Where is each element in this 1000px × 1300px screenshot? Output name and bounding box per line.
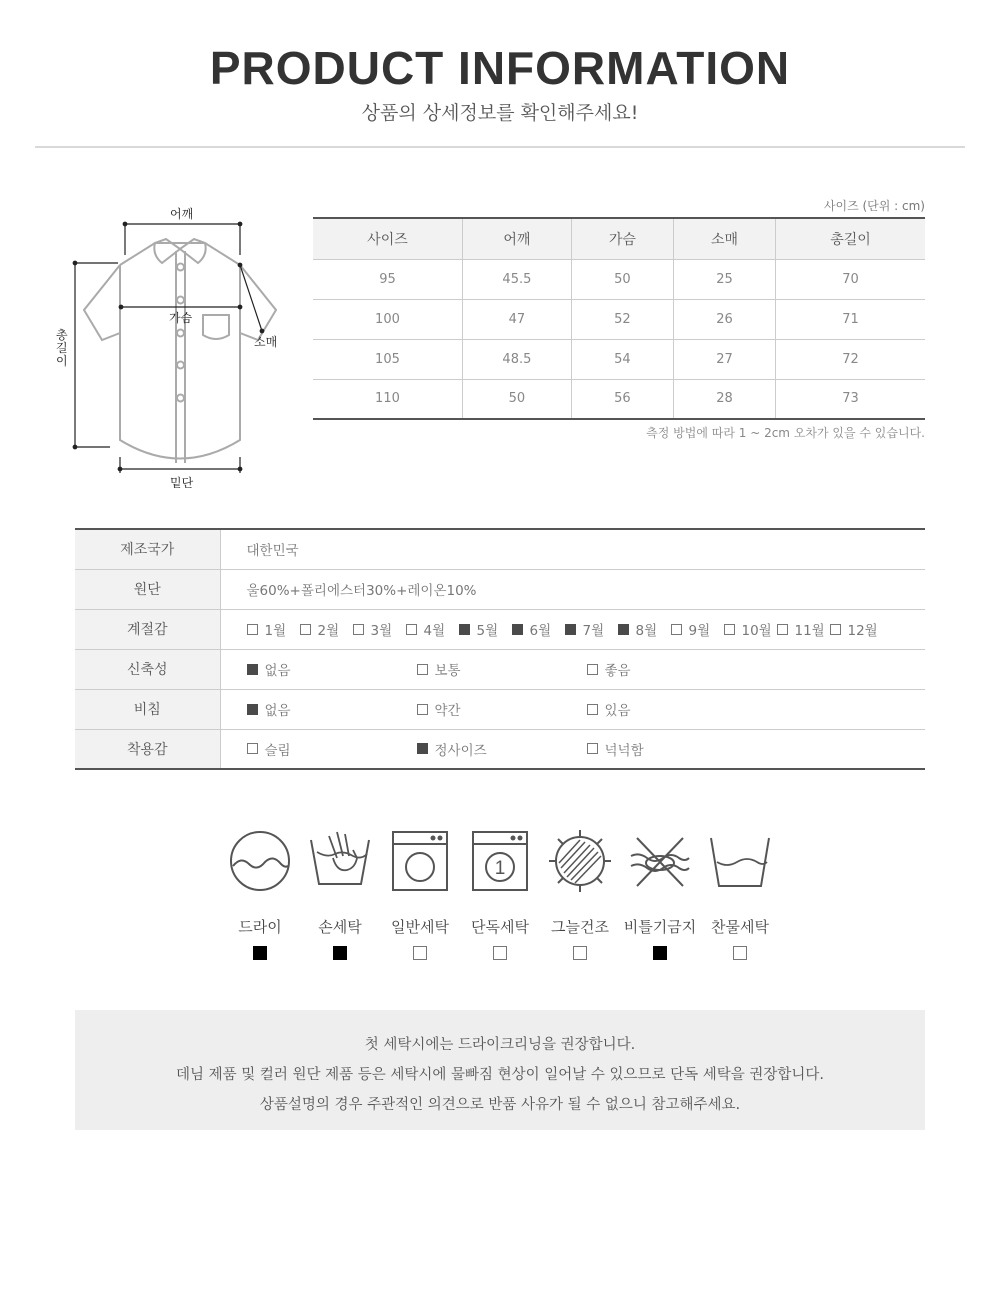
wash-checkbox (733, 946, 747, 960)
info-value-country: 대한민국 (220, 529, 925, 569)
option-label: 4월 (423, 623, 446, 639)
size-cell: 28 (673, 379, 775, 419)
wash-label: 일반세탁 (391, 918, 449, 936)
option-label: 11월 (794, 623, 825, 639)
notice-line: 상품설명의 경우 주관적인 의견으로 반품 사유가 될 수 없으니 참고해주세요. (259, 1097, 741, 1113)
info-row-sheer (75, 689, 925, 729)
wash-label: 드라이 (238, 918, 282, 936)
info-row-stretch (75, 649, 925, 689)
unchecked-checkbox (417, 704, 428, 715)
checked-checkbox (247, 664, 258, 675)
option-item (247, 699, 417, 719)
option-item (587, 699, 757, 719)
option-item (830, 619, 883, 639)
size-cell: 71 (776, 299, 925, 339)
option-item (300, 619, 353, 639)
hand-wash-icon (307, 828, 373, 894)
info-row-season (75, 609, 925, 649)
unchecked-checkbox (777, 624, 788, 635)
option-label: 2월 (317, 623, 340, 639)
unchecked-checkbox (406, 624, 417, 635)
unchecked-checkbox (587, 704, 598, 715)
unchecked-checkbox (587, 664, 598, 675)
option-label: 9월 (688, 623, 711, 639)
option-label: 5월 (476, 623, 499, 639)
info-label: 착용감 (75, 729, 220, 769)
separate-wash-icon (467, 828, 533, 894)
page-subtitle: 상품의 상세정보를 확인해주세요! (361, 102, 639, 124)
size-cell: 70 (776, 259, 925, 299)
shirt-illustration (40, 195, 300, 505)
info-label: 신축성 (75, 649, 220, 689)
size-cell: 48.5 (462, 339, 571, 379)
size-table-row (313, 379, 925, 419)
no-wring-icon (627, 828, 693, 894)
info-label: 제조국가 (75, 529, 220, 569)
notice-line: 데님 제품 및 컬러 원단 제품 등은 세탁시에 물빠짐 현상이 일어날 수 있으므로 단독 세탁을 권장합니다. (175, 1067, 825, 1083)
page-title: PRODUCT INFORMATION (209, 42, 791, 94)
option-label: 좋음 (604, 663, 631, 679)
size-cell: 56 (571, 379, 673, 419)
wash-item-no-wring (620, 828, 700, 960)
info-row-country (75, 529, 925, 569)
checked-checkbox (417, 743, 428, 754)
size-cell: 50 (571, 259, 673, 299)
sleeve-label: 소매 (254, 335, 278, 349)
checked-checkbox (565, 624, 576, 635)
option-item (724, 619, 777, 639)
option-item (618, 619, 671, 639)
length-label: 총길이 (56, 328, 68, 368)
size-table-row (313, 339, 925, 379)
option-label: 정사이즈 (434, 742, 487, 759)
wash-checkbox (653, 946, 667, 960)
info-row-fabric (75, 569, 925, 609)
checked-checkbox (459, 624, 470, 635)
wash-checkbox (333, 946, 347, 960)
size-cell: 25 (673, 259, 775, 299)
size-table-header: 총길이 (776, 218, 925, 259)
wash-item-hand (300, 828, 380, 960)
sheer-options (220, 689, 925, 729)
unchecked-checkbox (671, 624, 682, 635)
wash-care-section (220, 828, 780, 968)
svg-text:1: 1 (494, 858, 506, 879)
page-header (0, 40, 1000, 125)
chest-label: 가슴 (169, 311, 193, 325)
size-cell: 52 (571, 299, 673, 339)
option-label: 6월 (529, 623, 552, 639)
option-item (247, 739, 417, 759)
size-cell: 73 (776, 379, 925, 419)
header-divider (35, 146, 965, 148)
option-label: 넉넉함 (604, 742, 644, 759)
option-item (417, 699, 587, 719)
size-cell: 54 (571, 339, 673, 379)
size-unit-label: 사이즈 (단위 : cm) (823, 199, 925, 213)
option-item (417, 659, 587, 679)
option-label: 1월 (264, 623, 287, 639)
option-item (565, 619, 618, 639)
unchecked-checkbox (247, 743, 258, 754)
option-label: 없음 (264, 703, 291, 719)
size-table-header: 어깨 (462, 218, 571, 259)
info-label: 원단 (75, 569, 220, 609)
size-cell: 72 (776, 339, 925, 379)
notice-line: 첫 세탁시에는 드라이크리닝을 권장합니다. (364, 1037, 636, 1053)
option-item (459, 619, 512, 639)
option-label: 약간 (434, 703, 461, 719)
info-label: 계절감 (75, 609, 220, 649)
size-cell: 27 (673, 339, 775, 379)
wash-checkbox (493, 946, 507, 960)
unchecked-checkbox (417, 664, 428, 675)
wash-item-dry (220, 828, 300, 960)
unchecked-checkbox (830, 624, 841, 635)
option-label: 보통 (434, 663, 461, 679)
wash-label: 그늘건조 (551, 918, 609, 936)
wash-label: 찬물세탁 (711, 918, 769, 936)
size-table-header: 사이즈 (313, 218, 462, 259)
wash-checkbox (253, 946, 267, 960)
unchecked-checkbox (587, 743, 598, 754)
wash-label: 손세탁 (318, 918, 362, 936)
checked-checkbox (247, 704, 258, 715)
wash-item-shade (540, 828, 620, 960)
dry-clean-icon (227, 828, 293, 894)
notice-box (75, 1010, 925, 1130)
checked-checkbox (512, 624, 523, 635)
option-item (247, 619, 300, 639)
size-cell: 95 (313, 259, 462, 299)
size-cell: 100 (313, 299, 462, 339)
size-cell: 47 (462, 299, 571, 339)
fit-options (220, 729, 925, 769)
option-label: 10월 (741, 623, 772, 639)
machine-wash-icon (387, 828, 453, 894)
option-label: 12월 (847, 623, 878, 639)
unchecked-checkbox (247, 624, 258, 635)
size-table-header: 가슴 (571, 218, 673, 259)
option-label: 8월 (635, 623, 658, 639)
stretch-options (220, 649, 925, 689)
option-label: 7월 (582, 623, 605, 639)
size-cell: 26 (673, 299, 775, 339)
info-row-fit (75, 729, 925, 769)
option-item (512, 619, 565, 639)
size-cell: 50 (462, 379, 571, 419)
size-table-header-row (313, 218, 925, 259)
size-table-header: 소매 (673, 218, 775, 259)
unchecked-checkbox (300, 624, 311, 635)
hem-label: 밑단 (170, 476, 194, 490)
size-cell: 105 (313, 339, 462, 379)
shirt-diagram (40, 195, 300, 505)
checked-checkbox (618, 624, 629, 635)
option-item (587, 739, 757, 759)
shade-dry-icon (547, 828, 613, 894)
size-note: 측정 방법에 따라 1 ~ 2cm 오차가 있을 수 있습니다. (646, 426, 925, 440)
info-value-fabric: 울60%+폴리에스터30%+레이온10% (220, 569, 925, 609)
shoulder-label: 어깨 (170, 207, 194, 221)
option-item (671, 619, 724, 639)
size-table-row (313, 299, 925, 339)
wash-checkbox (413, 946, 427, 960)
size-cell: 110 (313, 379, 462, 419)
wash-label: 비틀기금지 (623, 918, 697, 936)
size-table-row (313, 259, 925, 299)
wash-item-separate (460, 828, 540, 960)
option-item (406, 619, 459, 639)
option-item (247, 659, 417, 679)
size-table (313, 217, 925, 420)
wash-checkbox (573, 946, 587, 960)
wash-item-machine (380, 828, 460, 960)
option-item (777, 619, 830, 639)
wash-item-cold (700, 828, 780, 960)
option-label: 있음 (604, 703, 631, 719)
option-item (587, 659, 757, 679)
option-item (417, 739, 587, 759)
wash-label: 단독세탁 (471, 918, 529, 936)
info-label: 비침 (75, 689, 220, 729)
season-options (220, 609, 925, 649)
option-label: 슬림 (264, 742, 291, 759)
unchecked-checkbox (353, 624, 364, 635)
product-info-table (75, 528, 925, 770)
option-item (353, 619, 406, 639)
option-label: 없음 (264, 663, 291, 679)
size-cell: 45.5 (462, 259, 571, 299)
cold-wash-icon (707, 828, 773, 894)
option-label: 3월 (370, 623, 393, 639)
unchecked-checkbox (724, 624, 735, 635)
